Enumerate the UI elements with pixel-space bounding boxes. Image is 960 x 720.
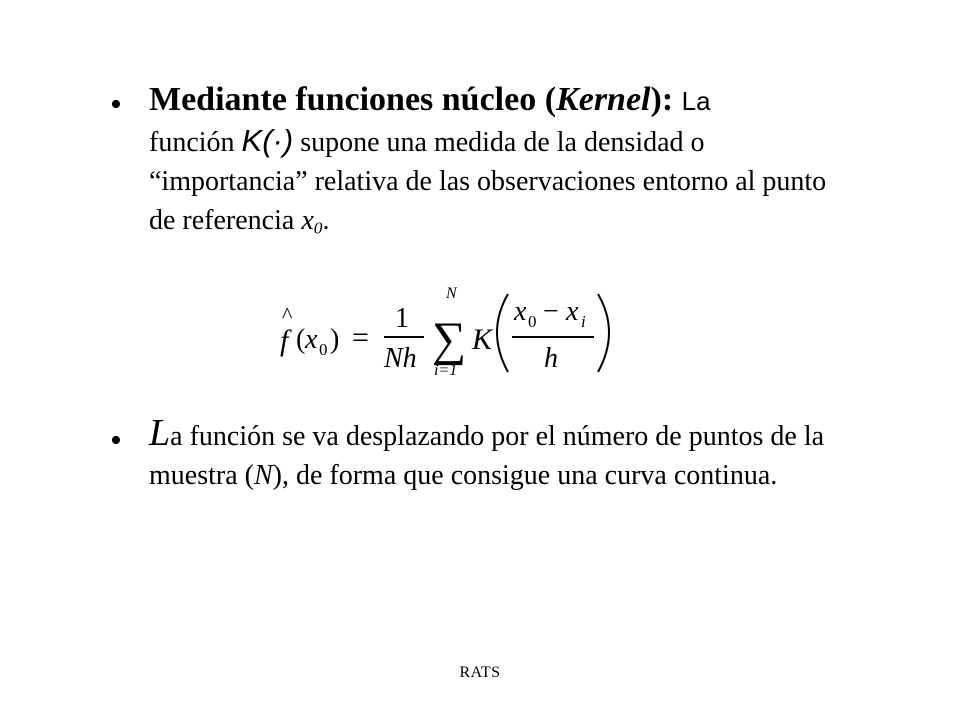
formula-inner-minus: −	[543, 296, 559, 327]
formula-inner-xi: x	[566, 296, 579, 327]
la-word: La	[681, 86, 711, 116]
formula-inner-subi: i	[581, 312, 586, 331]
formula-frac-num: 1	[395, 303, 409, 334]
formula-inner-den: h	[544, 343, 558, 374]
x-symbol: x	[301, 205, 314, 236]
n-symbol: N	[253, 460, 273, 491]
bullet-kernel-text	[149, 80, 850, 247]
kernel-text-a: función	[149, 127, 242, 158]
formula-svg	[272, 282, 622, 378]
formula-big-lparen	[497, 294, 508, 372]
kernel-function-symbol: K(·)	[241, 123, 294, 158]
formula-hat: ^	[282, 302, 293, 327]
formula-f: f	[280, 324, 289, 357]
kernel-heading-end: ):	[650, 81, 682, 118]
big-l-letter: L	[149, 412, 171, 454]
formula-inner-sub0: 0	[528, 312, 537, 331]
formula-big-rparen	[598, 294, 609, 372]
kernel-period: .	[322, 205, 330, 236]
formula-lparen: (	[296, 324, 306, 355]
bullet-dot: •	[110, 86, 122, 123]
formula-x: x	[305, 324, 318, 355]
kernel-heading-italic: Kernel	[556, 81, 651, 118]
kernel-heading: Mediante funciones núcleo (	[149, 81, 557, 118]
formula-frac-den: Nh	[384, 343, 417, 374]
bullet-kernel-definition	[110, 80, 850, 247]
sliding-text-a: a función se va desplazando por el número de puntos de la muestra (	[149, 421, 825, 491]
formula-equals: =	[352, 321, 369, 354]
formula-sum-upper: N	[446, 285, 457, 302]
formula-sum-lower: i=1	[434, 362, 458, 378]
kernel-text-b: supone una medida de la densidad o “importancia” relativa de las observaciones entorno al punto de referencia	[149, 127, 827, 236]
formula-x-sub: 0	[319, 340, 328, 359]
formula-rparen: )	[330, 324, 340, 355]
bullet-sliding-text	[149, 414, 850, 495]
bullet-kernel-sliding	[110, 414, 850, 495]
formula-kernel: K	[472, 323, 493, 356]
x-subscript: 0	[313, 218, 323, 238]
formula-sigma: ∑	[432, 313, 467, 366]
bullet-dot: •	[110, 422, 122, 459]
sliding-text-b: ), de forma que consigue una curva continua.	[272, 460, 778, 491]
formula-inner-x0: x	[514, 296, 527, 327]
kernel-density-formula	[272, 282, 622, 378]
footer-label: RATS	[459, 664, 501, 681]
